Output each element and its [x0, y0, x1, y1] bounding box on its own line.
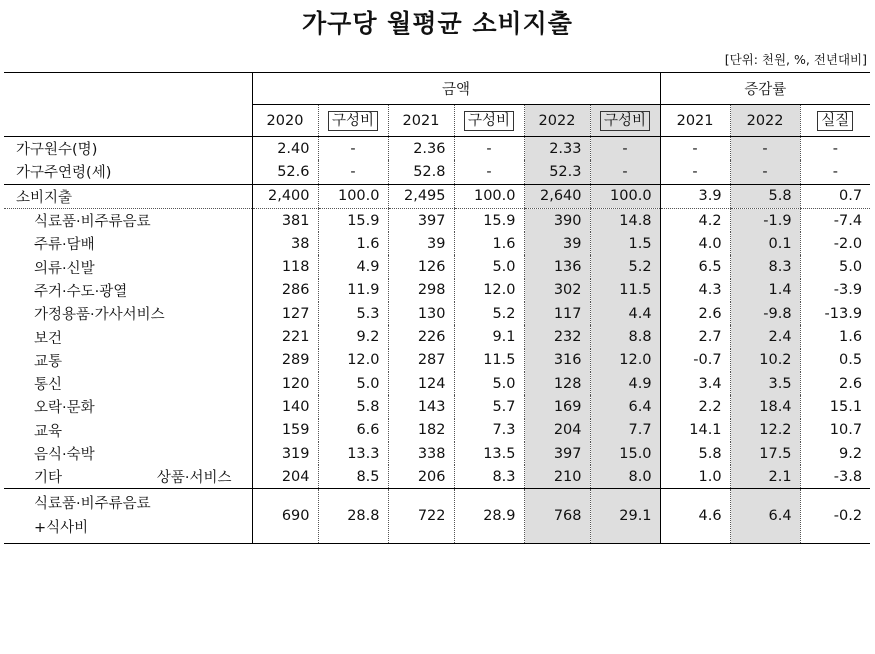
- amount-group-header: 금액: [252, 73, 660, 105]
- table-cell: 15.9: [318, 208, 388, 232]
- table-cell: 6.4: [590, 395, 660, 418]
- table-cell: 5.8: [318, 395, 388, 418]
- table-cell: 316: [524, 349, 590, 372]
- table-cell: 226: [388, 325, 454, 348]
- table-cell: 2.2: [660, 395, 730, 418]
- table-cell: -3.8: [800, 465, 870, 489]
- page-title: 가구당 월평균 소비지출: [302, 9, 573, 38]
- table-cell: 12.0: [454, 279, 524, 302]
- table-cell: 286: [252, 279, 318, 302]
- table-row: [4, 325, 870, 348]
- table-cell: -: [660, 160, 730, 184]
- table-cell: 1.0: [660, 465, 730, 489]
- table-cell: 1.6: [318, 232, 388, 255]
- summary-cell: 6.4: [730, 489, 800, 544]
- table-row: [4, 465, 870, 489]
- table-cell: 5.0: [454, 372, 524, 395]
- table-cell: -3.9: [800, 279, 870, 302]
- table-cell: 15.0: [590, 442, 660, 465]
- table-cell: 5.7: [454, 395, 524, 418]
- table-cell: 100.0: [590, 184, 660, 208]
- table-cell: 298: [388, 279, 454, 302]
- table-cell: -: [454, 137, 524, 161]
- table-cell: 6.6: [318, 419, 388, 442]
- row-label: 가정용품·가사서비스: [34, 307, 165, 324]
- table-cell: 4.3: [660, 279, 730, 302]
- table-cell: -: [660, 137, 730, 161]
- table-cell: 117: [524, 302, 590, 325]
- table-cell: 5.0: [318, 372, 388, 395]
- table-cell: 120: [252, 372, 318, 395]
- row-label: 기타 상품·서비스: [4, 465, 252, 489]
- table-cell: -1.9: [730, 208, 800, 232]
- table-cell: 38: [252, 232, 318, 255]
- share-header: 구성비: [454, 105, 524, 137]
- table-cell: 127: [252, 302, 318, 325]
- table-cell: 8.0: [590, 465, 660, 489]
- table-cell: 182: [388, 419, 454, 442]
- table-cell: 140: [252, 395, 318, 418]
- table-cell: 18.4: [730, 395, 800, 418]
- table-cell: 4.4: [590, 302, 660, 325]
- table-cell: -: [590, 160, 660, 184]
- table-cell: 5.2: [454, 302, 524, 325]
- year-header: 2020: [252, 105, 318, 137]
- table-row: [4, 184, 870, 208]
- table-cell: 5.0: [800, 255, 870, 278]
- table-cell: 204: [252, 465, 318, 489]
- header-corner: [4, 73, 252, 105]
- table-cell: 338: [388, 442, 454, 465]
- table-cell: 8.3: [454, 465, 524, 489]
- table-cell: 14.8: [590, 208, 660, 232]
- table-cell: 319: [252, 442, 318, 465]
- table-cell: 5.0: [454, 255, 524, 278]
- summary-cell: 28.8: [318, 489, 388, 544]
- table-cell: 143: [388, 395, 454, 418]
- table-cell: 10.7: [800, 419, 870, 442]
- row-label: 주거·수도·광열: [34, 283, 128, 300]
- summary-label: 식료품·비주류음료 +식사비: [4, 489, 252, 544]
- table-cell: 12.0: [318, 349, 388, 372]
- table-cell: 2,495: [388, 184, 454, 208]
- table-cell: 397: [524, 442, 590, 465]
- table-cell: 13.3: [318, 442, 388, 465]
- spending-table: [4, 72, 870, 544]
- table-cell: 8.8: [590, 325, 660, 348]
- row-label: 식료품·비주류음료: [34, 214, 151, 231]
- table-cell: 4.0: [660, 232, 730, 255]
- table-cell: 12.2: [730, 419, 800, 442]
- table-cell: 204: [524, 419, 590, 442]
- table-cell: 17.5: [730, 442, 800, 465]
- table-cell: 2,640: [524, 184, 590, 208]
- share-header: 구성비: [318, 105, 388, 137]
- table-cell: 4.2: [660, 208, 730, 232]
- table-row: [4, 208, 870, 232]
- table-cell: 4.9: [590, 372, 660, 395]
- table-cell: -: [318, 137, 388, 161]
- table-cell: 11.5: [590, 279, 660, 302]
- row-label: 의류·신발: [34, 260, 95, 277]
- table-row: [4, 442, 870, 465]
- table-cell: -9.8: [730, 302, 800, 325]
- table-cell: 130: [388, 302, 454, 325]
- table-cell: 1.5: [590, 232, 660, 255]
- summary-cell: 29.1: [590, 489, 660, 544]
- table-cell: -13.9: [800, 302, 870, 325]
- table-row: [4, 419, 870, 442]
- row-label: 가구원수(명): [16, 142, 98, 159]
- summary-row: [4, 489, 870, 544]
- table-cell: 9.2: [318, 325, 388, 348]
- row-label: 보건: [34, 330, 63, 347]
- table-cell: 159: [252, 419, 318, 442]
- year-header: 2022: [730, 105, 800, 137]
- table-cell: 128: [524, 372, 590, 395]
- year-header: 2022: [524, 105, 590, 137]
- table-row: [4, 137, 870, 161]
- table-cell: 13.5: [454, 442, 524, 465]
- table-row: [4, 349, 870, 372]
- summary-cell: 4.6: [660, 489, 730, 544]
- table-cell: 3.9: [660, 184, 730, 208]
- row-label: 음식·숙박: [34, 447, 95, 463]
- summary-cell: -0.2: [800, 489, 870, 544]
- table-cell: -: [730, 160, 800, 184]
- table-cell: 8.5: [318, 465, 388, 489]
- table-row: [4, 372, 870, 395]
- table-cell: 390: [524, 208, 590, 232]
- table-cell: 2.40: [252, 137, 318, 161]
- table-cell: 15.1: [800, 395, 870, 418]
- table-cell: 0.5: [800, 349, 870, 372]
- table-cell: 2.6: [660, 302, 730, 325]
- table-cell: 2.36: [388, 137, 454, 161]
- table-cell: 2.6: [800, 372, 870, 395]
- table-cell: 100.0: [318, 184, 388, 208]
- table-cell: 3.4: [660, 372, 730, 395]
- table-cell: 381: [252, 208, 318, 232]
- table-cell: 2.7: [660, 325, 730, 348]
- table-cell: 6.5: [660, 255, 730, 278]
- table-cell: 118: [252, 255, 318, 278]
- table-cell: -: [590, 137, 660, 161]
- table-cell: 0.7: [800, 184, 870, 208]
- table-cell: -: [800, 160, 870, 184]
- table-cell: 169: [524, 395, 590, 418]
- table-cell: 302: [524, 279, 590, 302]
- table-cell: 8.3: [730, 255, 800, 278]
- table-cell: 9.1: [454, 325, 524, 348]
- table-cell: -: [318, 160, 388, 184]
- table-cell: -0.7: [660, 349, 730, 372]
- table-cell: 5.2: [590, 255, 660, 278]
- table-cell: 5.8: [660, 442, 730, 465]
- row-label: 교통: [34, 353, 63, 370]
- table-cell: -: [800, 137, 870, 161]
- table-cell: 100.0: [454, 184, 524, 208]
- table-row: [4, 255, 870, 278]
- table-cell: 2,400: [252, 184, 318, 208]
- year-header: 2021: [388, 105, 454, 137]
- real-header: 실질: [800, 105, 870, 137]
- table-cell: 136: [524, 255, 590, 278]
- row-label: 주류·담배: [34, 237, 95, 254]
- table-cell: 126: [388, 255, 454, 278]
- header-year-row: [4, 105, 870, 137]
- table-cell: 39: [524, 232, 590, 255]
- table-cell: 52.8: [388, 160, 454, 184]
- table-cell: 124: [388, 372, 454, 395]
- table-cell: -: [730, 137, 800, 161]
- header-corner-2: [4, 105, 252, 137]
- table-cell: 289: [252, 349, 318, 372]
- row-label: 오락·문화: [34, 400, 95, 417]
- table-cell: 9.2: [800, 442, 870, 465]
- table-cell: 397: [388, 208, 454, 232]
- table-cell: 11.5: [454, 349, 524, 372]
- year-header: 2021: [660, 105, 730, 137]
- table-cell: 5.8: [730, 184, 800, 208]
- table-cell: 206: [388, 465, 454, 489]
- table-cell: 4.9: [318, 255, 388, 278]
- table-cell: 5.3: [318, 302, 388, 325]
- row-label: 교육: [34, 423, 63, 440]
- summary-cell: 690: [252, 489, 318, 544]
- table-row: [4, 160, 870, 184]
- share-header: 구성비: [590, 105, 660, 137]
- table-cell: 1.6: [454, 232, 524, 255]
- table-row: [4, 279, 870, 302]
- table-cell: 39: [388, 232, 454, 255]
- row-label: 소비지출: [4, 184, 252, 208]
- summary-cell: 768: [524, 489, 590, 544]
- rate-group-header: 증감률: [660, 73, 870, 105]
- header-group-row: [4, 73, 870, 105]
- table-cell: 11.9: [318, 279, 388, 302]
- table-cell: 1.6: [800, 325, 870, 348]
- table-cell: 7.7: [590, 419, 660, 442]
- table-cell: 52.3: [524, 160, 590, 184]
- table-cell: 221: [252, 325, 318, 348]
- table-cell: 287: [388, 349, 454, 372]
- table-row: [4, 395, 870, 418]
- table-cell: 10.2: [730, 349, 800, 372]
- summary-cell: 28.9: [454, 489, 524, 544]
- table-cell: 2.33: [524, 137, 590, 161]
- table-cell: 14.1: [660, 419, 730, 442]
- table-cell: 15.9: [454, 208, 524, 232]
- table-cell: 2.4: [730, 325, 800, 348]
- table-row: [4, 302, 870, 325]
- table-cell: 232: [524, 325, 590, 348]
- table-cell: 1.4: [730, 279, 800, 302]
- table-cell: 7.3: [454, 419, 524, 442]
- table-cell: 52.6: [252, 160, 318, 184]
- table-cell: 3.5: [730, 372, 800, 395]
- summary-cell: 722: [388, 489, 454, 544]
- table-cell: -: [454, 160, 524, 184]
- table-cell: 0.1: [730, 232, 800, 255]
- table-cell: -7.4: [800, 208, 870, 232]
- row-label: 가구주연령(세): [4, 160, 252, 184]
- table-row: [4, 232, 870, 255]
- table-cell: -2.0: [800, 232, 870, 255]
- unit-note: [단위: 천원, %, 전년대비]: [724, 52, 867, 67]
- table-cell: 12.0: [590, 349, 660, 372]
- row-label: 통신: [34, 377, 63, 394]
- table-cell: 210: [524, 465, 590, 489]
- table-cell: 2.1: [730, 465, 800, 489]
